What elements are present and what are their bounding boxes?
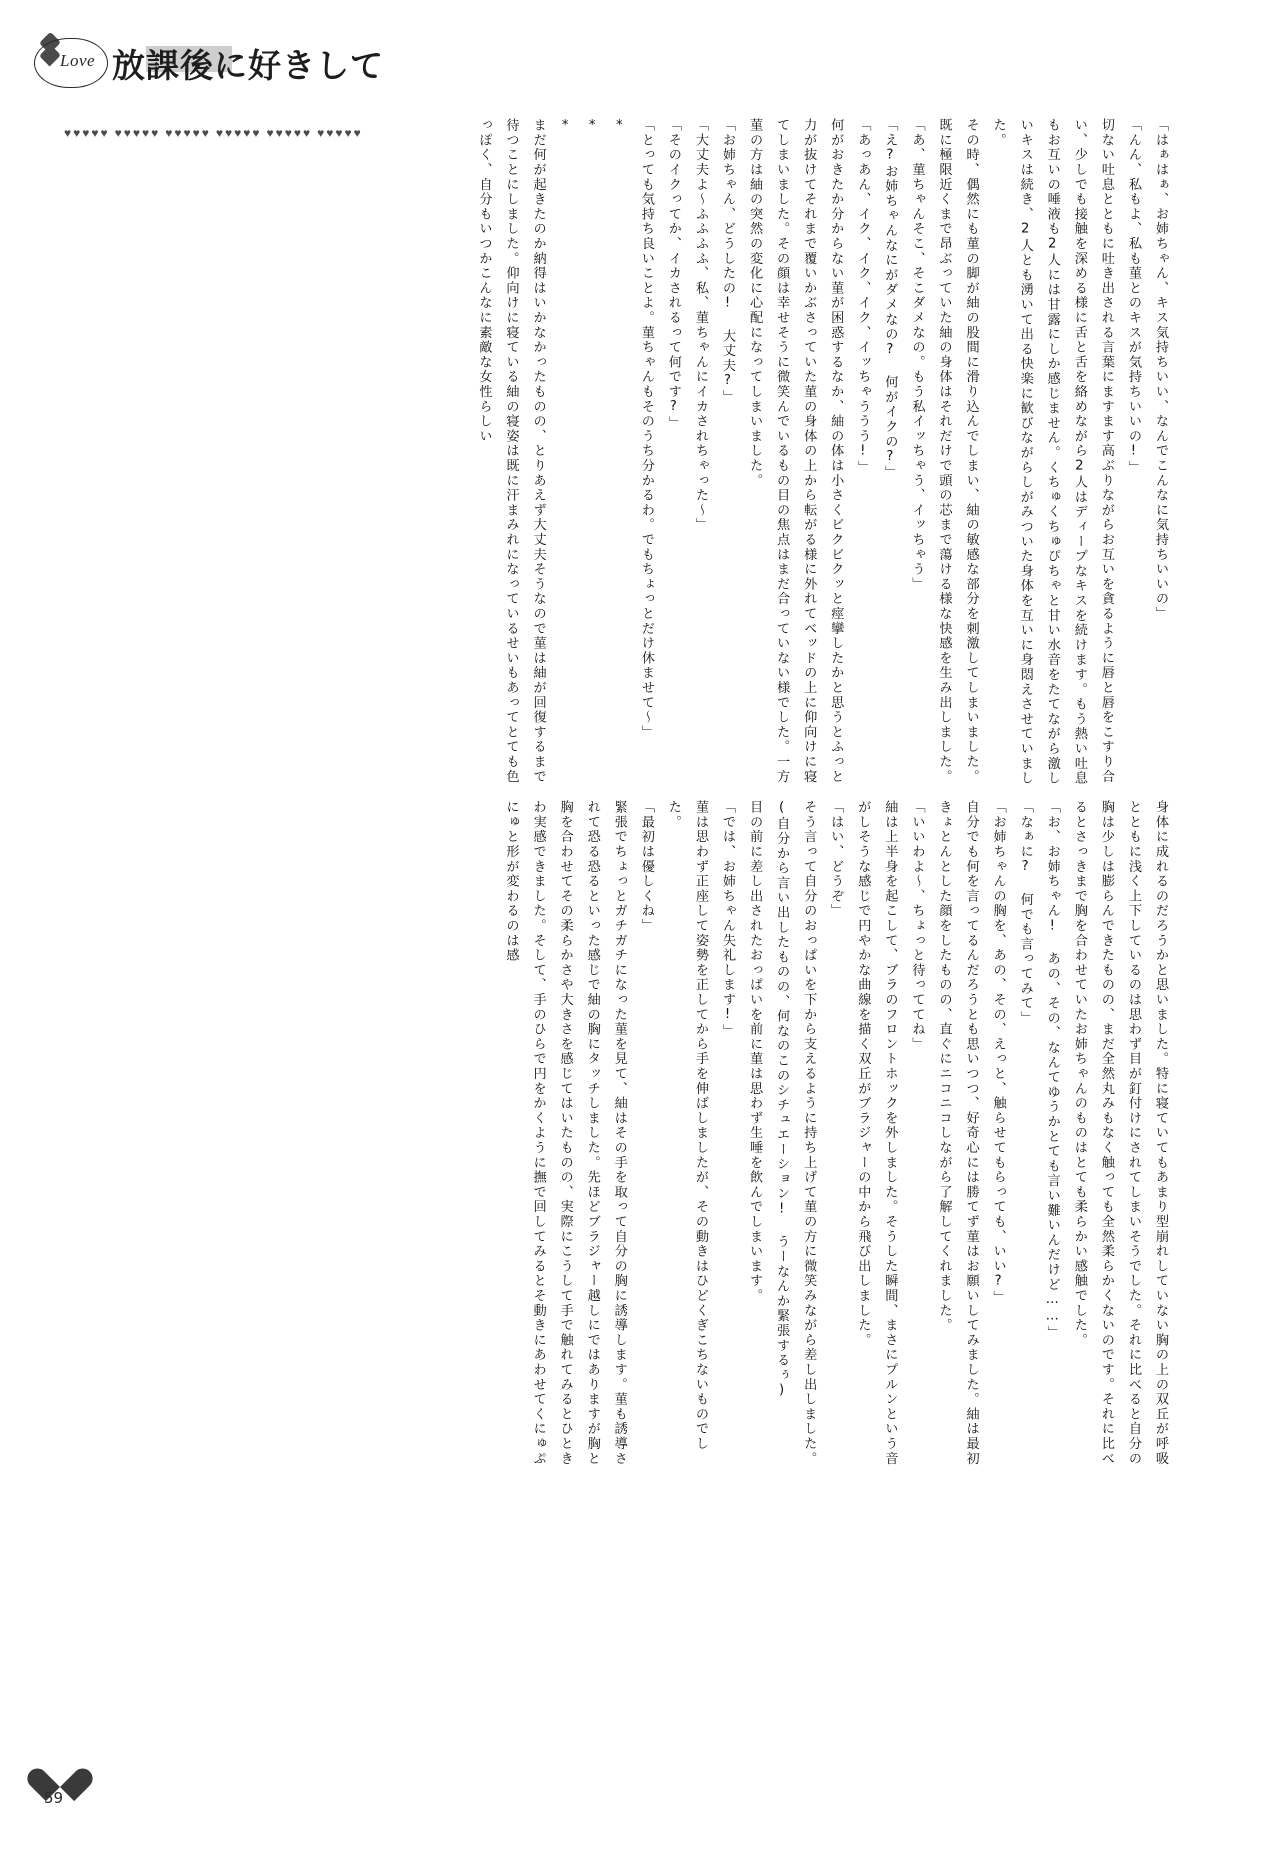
- paragraph: 「なぁに? 何でも言ってみて」: [1017, 800, 1033, 1026]
- page-number: [34, 1755, 94, 1811]
- paragraph: 目の前に差し出されたおっぱいを前に菫は思わず生唾を飲んでしまいます。: [747, 800, 763, 1304]
- page-number-label: 59: [44, 1789, 64, 1807]
- paragraph: 「え?お姉ちゃんなにがダメなの? 何がイクの?」: [882, 118, 898, 481]
- paragraph: 菫は思わず正座して姿勢を正してから手を伸ばしましたが、その動きはひどくぎこちないものでした。: [665, 800, 708, 1452]
- paragraph: *: [584, 118, 600, 135]
- paragraph: まだ何が起きたのか納得はいかなかったものの、とりあえず大丈夫そうなので菫は紬が回復するまで待つことにしました。仰向けに寝ている紬の寝姿は既に汗まみれになっているせいもあってとても色っぽく、自分もいつかこんなに素敵な女性らしい: [476, 118, 546, 784]
- paragraph: 「では、お姉ちゃん失礼します!」: [720, 800, 735, 1039]
- story-text-lower: [164, 800, 1174, 1472]
- heart-divider: ♥♥♥♥♥ ♥♥♥♥♥ ♥♥♥♥♥ ♥♥♥♥♥ ♥♥♥♥♥ ♥♥♥♥♥: [64, 126, 363, 140]
- paragraph: 「はい、どうぞ」: [828, 800, 844, 919]
- paragraph: 「あ、菫ちゃんそこ、そこダメなの。もう私イッちゃう、イッちゃう」: [909, 118, 925, 592]
- paragraph: *: [611, 118, 627, 135]
- heart-icon: [40, 1755, 80, 1791]
- paragraph: 紬は上半身を起こして、ブラのフロントホックを外しました。そうした瞬間、まさにプルンという音がしそうな感じで円やかな曲線を描く双丘がブラジャーの中から飛び出しました。: [855, 800, 898, 1466]
- paragraph: 「はぁはぁ、お姉ちゃん、キス気持ちいい、なんでこんなに気持ちいいの」: [1153, 118, 1168, 622]
- paragraph: 緊張でちょっとガチガチになった菫を見て、紬はその手を取って自分の胸に誘導します。菫も誘導されて恐る恐るといった感じで紬の胸にタッチしました。先ほどブラジャー越しにではありますが胸と胸を合わせてその柔らかさや大きさを感じてはいたものの、実際にこうして手で触れてみるとひときわ実感できました。そして、手のひらで円をかくように撫で回してみるとそ動きにあわせてくにゅぷにゅと形が変わるのは感: [503, 800, 627, 1466]
- paragraph: そう言って自分のおっぱいを下から支えるように持ち上げて菫の方に微笑みながら差し出しました。: [801, 800, 817, 1466]
- paragraph: 何がおきたか分からない菫が困惑するなか、紬の体は小さくビクビクッと痙攣したかと思うとふっと力が抜けてそれまで覆いかぶさっていた菫の身体の上から転がる様に外れてベッドの上に仰向けに寝てしまいました。その顔は幸せそうに微笑んでいるもの目の焦点はまだ合っていない様でした。一方菫の方は紬の突然の変化に心配になってしまいました。: [747, 118, 844, 784]
- paragraph: 身体に成れるのだろうかと思いました。特に寝ていてもあまり型崩れしていない胸の上の双丘が呼吸とともに浅く上下しているのは思わず目が釘付けにされてしまいそうでした。それに比べると自分の胸は少しは膨らんできたものの、まだ全然丸みもなく触っても全然柔らかくないのです。それに比べるとさっきまで胸を合わせていたお姉ちゃんのものはとても柔らかい感触でした。: [1071, 800, 1168, 1466]
- paragraph: 「そのイクってか、イカされるって何です?」: [665, 118, 681, 431]
- page-title: 放課後に好きして: [112, 46, 384, 85]
- paragraph: 「最初は優しくね」: [638, 800, 654, 934]
- paragraph: 自分でも何を言ってるんだろうとも思いつつ、好奇心には勝てず菫はお願いしてみました。紬は最初きょとんとした顔をしたものの、直ぐにニコニコしながら了解してくれました。: [936, 800, 979, 1466]
- paragraph: *: [557, 118, 573, 135]
- paragraph: 「いいわよ〜、ちょっと待っててね」: [909, 800, 925, 1052]
- paragraph: (自分から言い出したものの、何なのこのシチュエーション! うーなんか緊張するぅ): [774, 800, 790, 1400]
- paragraph: 「お、お姉ちゃん! あの、その、なんてゆうかとても言い難いんだけど……」: [1044, 800, 1060, 1340]
- story-text-upper: [164, 118, 1174, 790]
- paragraph: 「大丈夫よ〜ふふふふ、私、菫ちゃんにイカされちゃった〜」: [692, 118, 708, 533]
- paragraph: 「とっても気持ち良いことよ。菫ちゃんもそのうち分かるわ。でもちょっとだけ休ませて〜」: [638, 118, 654, 740]
- logo-love-label: Love: [60, 51, 96, 70]
- paragraph: 「あっあん、イク、イク、イク、イッちゃううう!」: [855, 118, 871, 475]
- paragraph: 「お姉ちゃんの胸を、あの、その、えっと、触らせてもらっても、いい?」: [990, 800, 1006, 1305]
- paragraph: 「お姉ちゃん、どうしたの! 大丈夫?」: [720, 118, 735, 405]
- paragraph: その時、偶然にも菫の脚が紬の股間に滑り込んでしまい、紬の敏感な部分を刺激してしまいました。既に極限近くまで昂ぶっていた紬の身体はそれだけで頭の芯まで蕩ける様な快感を生み出しました。: [936, 118, 979, 784]
- paragraph: 「んん、私もよ、私も菫とのキスが気持ちいいの!」: [1125, 118, 1141, 475]
- page-header: [34, 34, 394, 140]
- paragraph: 切ない吐息とともに吐き出される言葉にますます高ぶりながらお互いを貪るように唇と唇をこすり合い、少しでも接触を深める様に舌と舌を絡めながら2人はディープなキスを続けます。もう熱い吐息もお互いの唾液も2人には甘露にしか感じません。くちゅくちゅぴちゃと甘い水音をたてながら激しいキスは続き、2人とも湧いて出る快楽に歓びながらしがみついた身体を互いに身悶えさせていました。: [990, 118, 1114, 786]
